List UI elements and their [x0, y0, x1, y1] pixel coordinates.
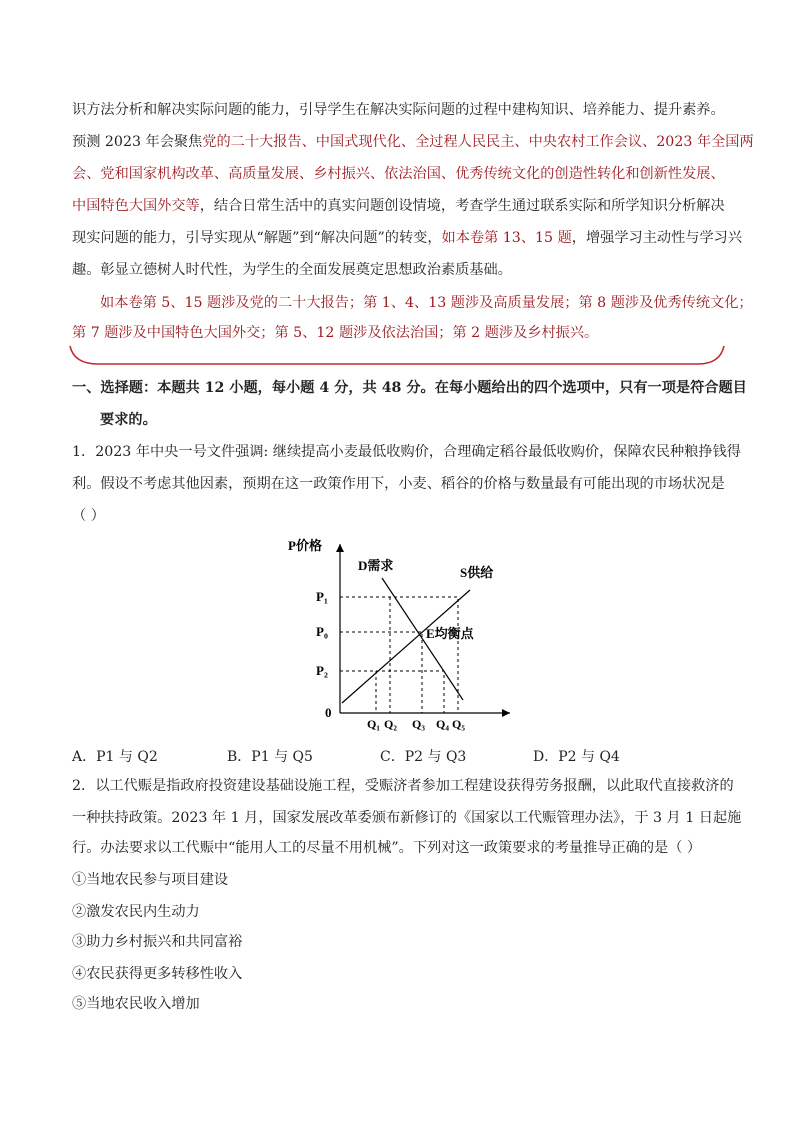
x-axis-arrow [502, 709, 510, 717]
intro-line: 如本卷第 5、15 题涉及党的二十大报告；第 1、4、13 题涉及高质量发展；第 8 题涉及优秀传统文化； [100, 295, 753, 311]
option-b[interactable]: B．P1 与 Q5 [227, 749, 313, 765]
question-1-stem: 1．2023 年中央一号文件强调: 继续提高小麦最低收购价，合理确定稻谷最低收购价，保障农民种粮挣钱得 [72, 444, 741, 460]
equilibrium-label: E均衡点 [426, 626, 474, 641]
x-tick-label: Q₃ [412, 717, 425, 731]
guide-line-p0 [340, 632, 422, 713]
question-2-item[interactable]: ①当地农民参与项目建设 [72, 872, 229, 888]
decorative-divider [68, 336, 728, 370]
supply-demand-chart [280, 530, 520, 735]
y-axis-label: P价格 [288, 538, 322, 553]
option-c[interactable]: C．P2 与 Q3 [380, 749, 467, 765]
question-1-stem: （ ） [72, 508, 105, 524]
intro-line: 第 7 题涉及中国特色大国外交；第 5、12 题涉及依法治国；第 2 题涉及乡村振兴。 [72, 325, 599, 341]
x-tick-label: Q₄ [436, 717, 449, 731]
section-heading: 一、选择题：本题共 12 小题，每小题 4 分，共 48 分。在每小题给出的四个选项中，只有一项是符合题目 [72, 380, 747, 396]
question-2-stem: 2．以工代赈是指政府投资建设基础设施工程，受赈济者参加工程建设获得劳务报酬，以此取代直接救济的 [72, 778, 734, 794]
demand-label: D需求 [358, 558, 394, 573]
supply-curve [342, 590, 470, 703]
supply-label: S供给 [460, 565, 494, 580]
x-tick-label: Q₁ [367, 717, 380, 731]
y-tick-label: P₀ [316, 624, 328, 639]
origin-label: 0 [325, 705, 332, 720]
question-2-item[interactable]: ②激发农民内生动力 [72, 904, 200, 920]
x-tick-label: Q₅ [452, 717, 465, 731]
question-2-stem: 一种扶持政策。2023 年 1 月，国家发展改革委颁布新修订的《国家以工代赈管理办法》，于 3 月 1 日起施 [72, 810, 742, 826]
intro-line: 中国特色大国外交等，结合日常生活中的真实问题创设情境，考查学生通过联系实际和所学知识分析解决 [72, 198, 725, 214]
intro-line: 现实问题的能力，引导实现从“解题”到“解决问题”的转变，如本卷第 13、15 题，增强学习主动性与学习兴 [72, 230, 743, 246]
intro-line: 识方法分析和解决实际问题的能力，引导学生在解决实际问题的过程中建构知识、培养能力、提升素养。 [72, 102, 725, 118]
x-tick-label: Q₂ [384, 717, 397, 731]
y-tick-label: P₂ [316, 663, 328, 678]
question-2-stem: 行。办法要求以工代赈中“能用人工的尽量不用机械”。下列对这一政策要求的考量推导正确的是（ ） [72, 840, 702, 856]
question-2-item[interactable]: ⑤当地农民收入增加 [72, 996, 200, 1012]
section-heading: 要求的。 [100, 412, 157, 428]
y-axis-arrow [336, 544, 344, 552]
intro-line: 预测 2023 年会聚焦党的二十大报告、中国式现代化、全过程人民民主、中央农村工作会议、2023 年全国两 [72, 134, 754, 150]
option-d[interactable]: D．P2 与 Q4 [533, 749, 620, 765]
question-2-item[interactable]: ④农民获得更多转移性收入 [72, 966, 243, 982]
question-1-stem: 利。假设不考虑其他因素，预期在这一政策作用下，小麦、稻谷的价格与数量最有可能出现的市场状况是 [72, 476, 725, 492]
question-2-item[interactable]: ③助力乡村振兴和共同富裕 [72, 934, 243, 950]
option-a[interactable]: A．P1 与 Q2 [72, 749, 158, 765]
guide-line-p1 [340, 597, 458, 713]
intro-line: 会、党和国家机构改革、高质量发展、乡村振兴、依法治国、优秀传统文化的创造性转化和创新性发展、 [72, 166, 725, 182]
intro-line: 趣。彰显立德树人时代性，为学生的全面发展奠定思想政治素质基础。 [72, 262, 512, 278]
guide-line-p2 [340, 671, 444, 713]
y-tick-label: P₁ [316, 589, 328, 604]
